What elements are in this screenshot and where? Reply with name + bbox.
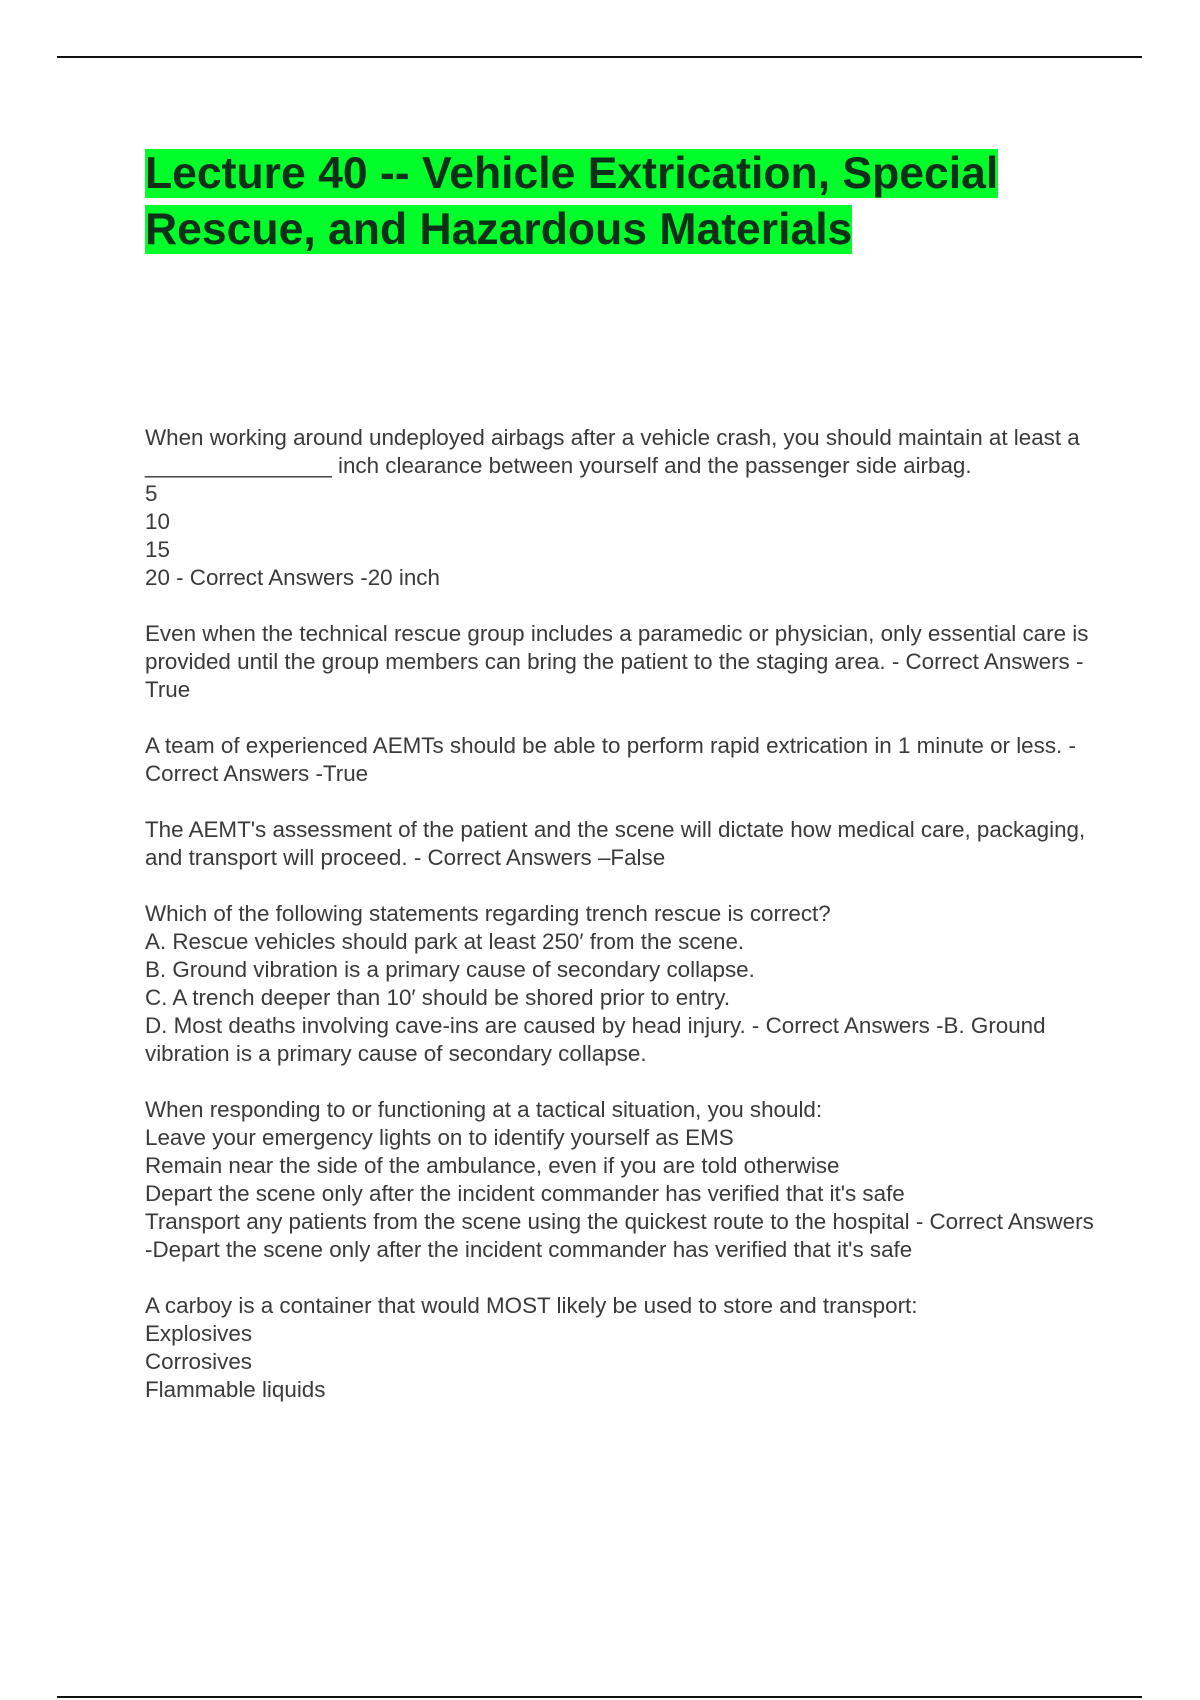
question-item	[145, 816, 1095, 872]
question-line: A carboy is a container that would MOST likely be used to store and transport:	[145, 1293, 918, 1318]
answer-option: Depart the scene only after the incident commander has verified that it's safe	[145, 1181, 905, 1206]
answer-option: Remain near the side of the ambulance, even if you are told otherwise	[145, 1153, 840, 1178]
question-line: When responding to or functioning at a tactical situation, you should:	[145, 1097, 823, 1122]
answer-option: C. A trench deeper than 10′ should be shored prior to entry.	[145, 985, 731, 1010]
answer-option: A. Rescue vehicles should park at least 250′ from the scene.	[145, 929, 745, 954]
title-line-2: Rescue, and Hazardous Materials	[145, 205, 853, 254]
question-list	[145, 424, 1095, 1432]
question-line: When working around undeployed airbags after a vehicle crash, you should maintain at least a _______________ inch clearance between yourself and the passenger side airbag.	[145, 425, 1080, 478]
answer-option: B. Ground vibration is a primary cause of secondary collapse.	[145, 957, 755, 982]
question-line: The AEMT's assessment of the patient and the scene will dictate how medical care, packaging, and transport will proceed. - Correct Answers –False	[145, 817, 1086, 870]
title-line-1: Lecture 40 -- Vehicle Extrication, Special	[145, 149, 999, 198]
answer-option: D. Most deaths involving cave-ins are caused by head injury. - Correct Answers -B. Ground vibration is a primary cause of secondary collapse.	[145, 1013, 1046, 1066]
answer-option: Explosives	[145, 1321, 253, 1346]
answer-option: Flammable liquids	[145, 1377, 326, 1402]
answer-option: Leave your emergency lights on to identify yourself as EMS	[145, 1125, 734, 1150]
question-item	[145, 1096, 1095, 1264]
question-line: A team of experienced AEMTs should be able to perform rapid extrication in 1 minute or less. - Correct Answers -True	[145, 733, 1076, 786]
answer-option: 15	[145, 537, 170, 562]
question-line: Which of the following statements regarding trench rescue is correct?	[145, 901, 831, 926]
bottom-rule	[57, 1696, 1142, 1698]
answer-option: Corrosives	[145, 1349, 253, 1374]
answer-option: 10	[145, 509, 170, 534]
question-item	[145, 424, 1095, 592]
question-line: Even when the technical rescue group includes a paramedic or physician, only essential care is provided until the group members can bring the patient to the staging area. - Correct Answers -True	[145, 621, 1089, 702]
question-item	[145, 900, 1095, 1068]
document-title	[145, 146, 1105, 258]
question-item	[145, 1292, 1095, 1404]
answer-option: 5	[145, 481, 158, 506]
answer-option: Transport any patients from the scene using the quickest route to the hospital - Correct Answers -Depart the scene only after the incident commander has verified that it's safe	[145, 1209, 1094, 1262]
top-rule	[57, 56, 1142, 58]
answer-option: 20 - Correct Answers -20 inch	[145, 565, 440, 590]
question-item	[145, 620, 1095, 704]
question-item	[145, 732, 1095, 788]
